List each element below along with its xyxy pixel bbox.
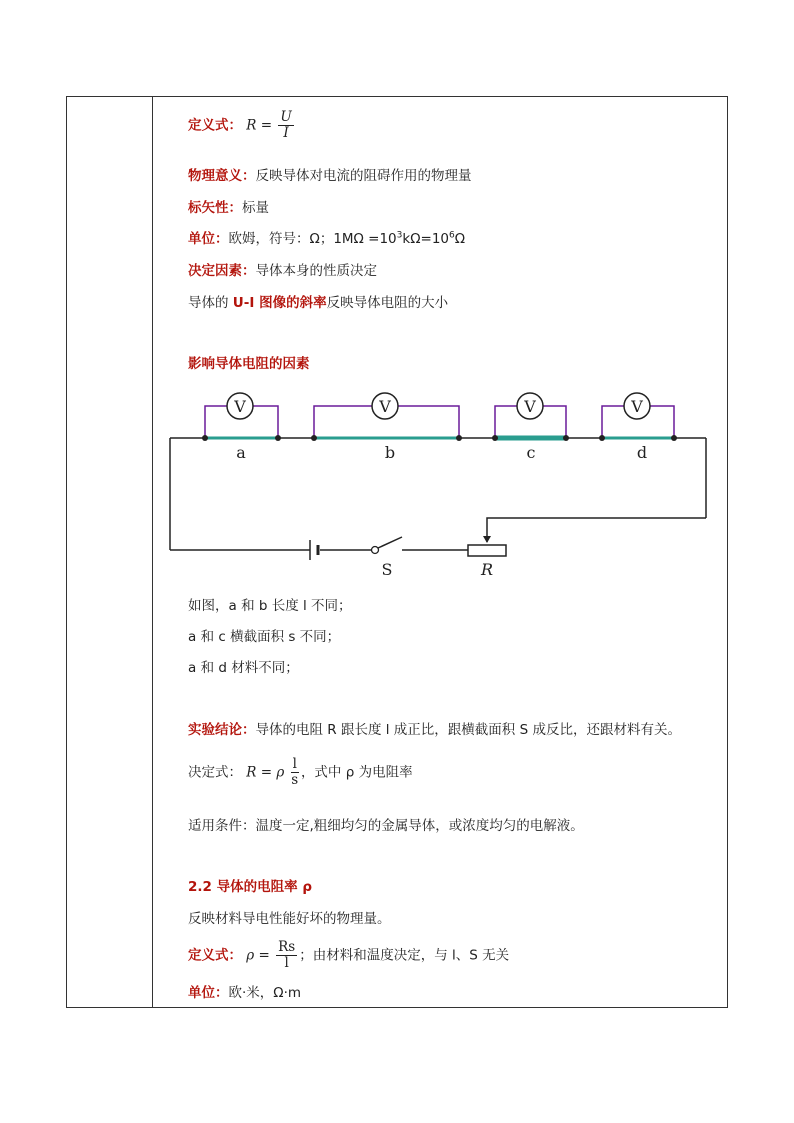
slope-highlight: U-I 图像的斜率 — [232, 295, 327, 311]
circuit-diagram — [168, 392, 713, 582]
voltmeter-c-symbol: V — [524, 397, 536, 416]
unit-exp-b: 6 — [449, 230, 455, 241]
voltmeter-a — [227, 393, 253, 419]
rheostat-slider-wire — [487, 518, 706, 542]
definition-label: 定义式： — [188, 117, 242, 134]
wire-label-b: b — [384, 443, 396, 462]
lead-c-right — [543, 406, 566, 438]
unit-label: 单位： — [188, 231, 229, 247]
decision-denominator: s — [291, 772, 299, 788]
observation-3: a 和 d 材料不同； — [188, 660, 299, 676]
junction-dot — [311, 435, 317, 441]
resistivity-def-lhs: ρ — [246, 947, 255, 964]
slope-suffix: 反映导体电阻的大小 — [326, 295, 449, 311]
wire-label-d: d — [636, 443, 648, 462]
unit-text-b: kΩ=10 — [402, 231, 450, 247]
section-title: 2.2 导体的电阻率 ρ — [188, 879, 312, 895]
slider-arrow-icon — [483, 536, 491, 543]
voltmeter-leads — [205, 406, 674, 438]
physical-meaning-text: 反映导体对电流的阻碍作用的物理量 — [255, 168, 472, 184]
resistivity-def-eq: = — [258, 947, 270, 964]
resistivity-def-fraction — [276, 940, 297, 971]
resistivity-def-denominator: l — [284, 955, 289, 971]
conclusion-label: 实验结论： — [188, 722, 256, 738]
definition-lhs: R — [246, 117, 257, 134]
decision-formula-line — [188, 757, 413, 788]
resistivity-unit-line — [188, 984, 301, 1002]
decision-label: 决定式： — [188, 764, 242, 781]
junction-dot — [456, 435, 462, 441]
lead-b-right — [398, 406, 459, 438]
rheostat-body — [468, 545, 506, 556]
scalar-label: 标矢性： — [188, 200, 242, 216]
voltmeter-a-symbol: V — [234, 397, 246, 416]
determining-factors-text: 导体本身的性质决定 — [255, 263, 377, 279]
conclusion-line — [188, 721, 681, 739]
resistivity-desc: 反映材料导电性能好坏的物理量。 — [188, 911, 391, 927]
junction-dot — [275, 435, 281, 441]
resistivity-def-numerator: Rs — [278, 939, 296, 955]
lead-c-left — [495, 406, 517, 438]
resistivity-unit-text: 欧·米，Ω·m — [228, 985, 302, 1001]
resistivity-def-label: 定义式： — [188, 947, 242, 964]
voltmeter-d-symbol: V — [631, 397, 643, 416]
decision-fraction — [291, 757, 299, 788]
voltmeter-d — [624, 393, 650, 419]
observation-2: a 和 c 横截面积 s 不同； — [188, 629, 341, 645]
junction-dot — [563, 435, 569, 441]
unit-line — [188, 230, 465, 248]
decision-suffix: ，式中 ρ 为电阻率 — [300, 764, 413, 781]
voltmeter-b — [372, 393, 398, 419]
decision-lhs: R — [246, 764, 257, 781]
junction-dot — [202, 435, 208, 441]
unit-exp-a: 3 — [396, 230, 403, 241]
definition-denominator: I — [283, 125, 289, 141]
scalar-line — [188, 199, 269, 217]
physical-meaning-label: 物理意义： — [188, 168, 256, 184]
observation-1: 如图，a 和 b 长度 l 不同； — [188, 598, 352, 614]
unit-text-c: Ω — [454, 231, 466, 247]
lead-a-left — [205, 406, 227, 438]
junction-dot — [599, 435, 605, 441]
definition-line — [188, 110, 296, 141]
column-divider — [152, 97, 153, 1007]
unit-text-a: 欧姆，符号：Ω；1MΩ =10 — [228, 231, 397, 247]
wire-labels — [236, 443, 647, 462]
switch-pivot — [372, 547, 379, 554]
definition-numerator: U — [280, 109, 292, 125]
voltmeter-b-symbol: V — [379, 397, 391, 416]
decision-eq: = — [260, 764, 273, 781]
conclusion-text: 导体的电阻 R 跟长度 l 成正比，跟横截面积 S 成反比，还跟材料有关。 — [255, 722, 681, 738]
definition-fraction — [278, 110, 293, 141]
junction-dot — [492, 435, 498, 441]
physical-meaning-line — [188, 167, 472, 185]
lead-b-left — [314, 406, 372, 438]
lead-d-right — [650, 406, 674, 438]
definition-eq: = — [260, 117, 273, 134]
circuit-wires — [170, 438, 706, 550]
resistivity-def-suffix: ；由材料和温度决定，与 l、S 无关 — [299, 947, 510, 964]
decision-rho: ρ — [276, 764, 285, 781]
determining-factors-label: 决定因素： — [188, 263, 256, 279]
junction-dot — [671, 435, 677, 441]
lead-a-right — [253, 406, 278, 438]
resistivity-unit-label: 单位： — [188, 985, 229, 1001]
applicable-line: 适用条件：温度一定,粗细均匀的金属导体，或浓度均匀的电解液。 — [188, 818, 584, 834]
slope-line — [188, 294, 448, 312]
influence-heading: 影响导体电阻的因素 — [188, 356, 310, 372]
switch-label: S — [381, 560, 393, 579]
switch-blade — [378, 537, 402, 548]
slope-prefix: 导体的 — [188, 295, 233, 311]
voltmeter-c — [517, 393, 543, 419]
rheostat-label: R — [480, 560, 494, 579]
scalar-text: 标量 — [242, 200, 269, 216]
resistivity-definition-line — [188, 940, 509, 971]
lead-d-left — [602, 406, 624, 438]
wire-label-c: c — [526, 443, 536, 462]
wire-label-a: a — [236, 443, 246, 462]
decision-numerator: l — [292, 756, 297, 772]
determining-factors-line — [188, 262, 377, 280]
